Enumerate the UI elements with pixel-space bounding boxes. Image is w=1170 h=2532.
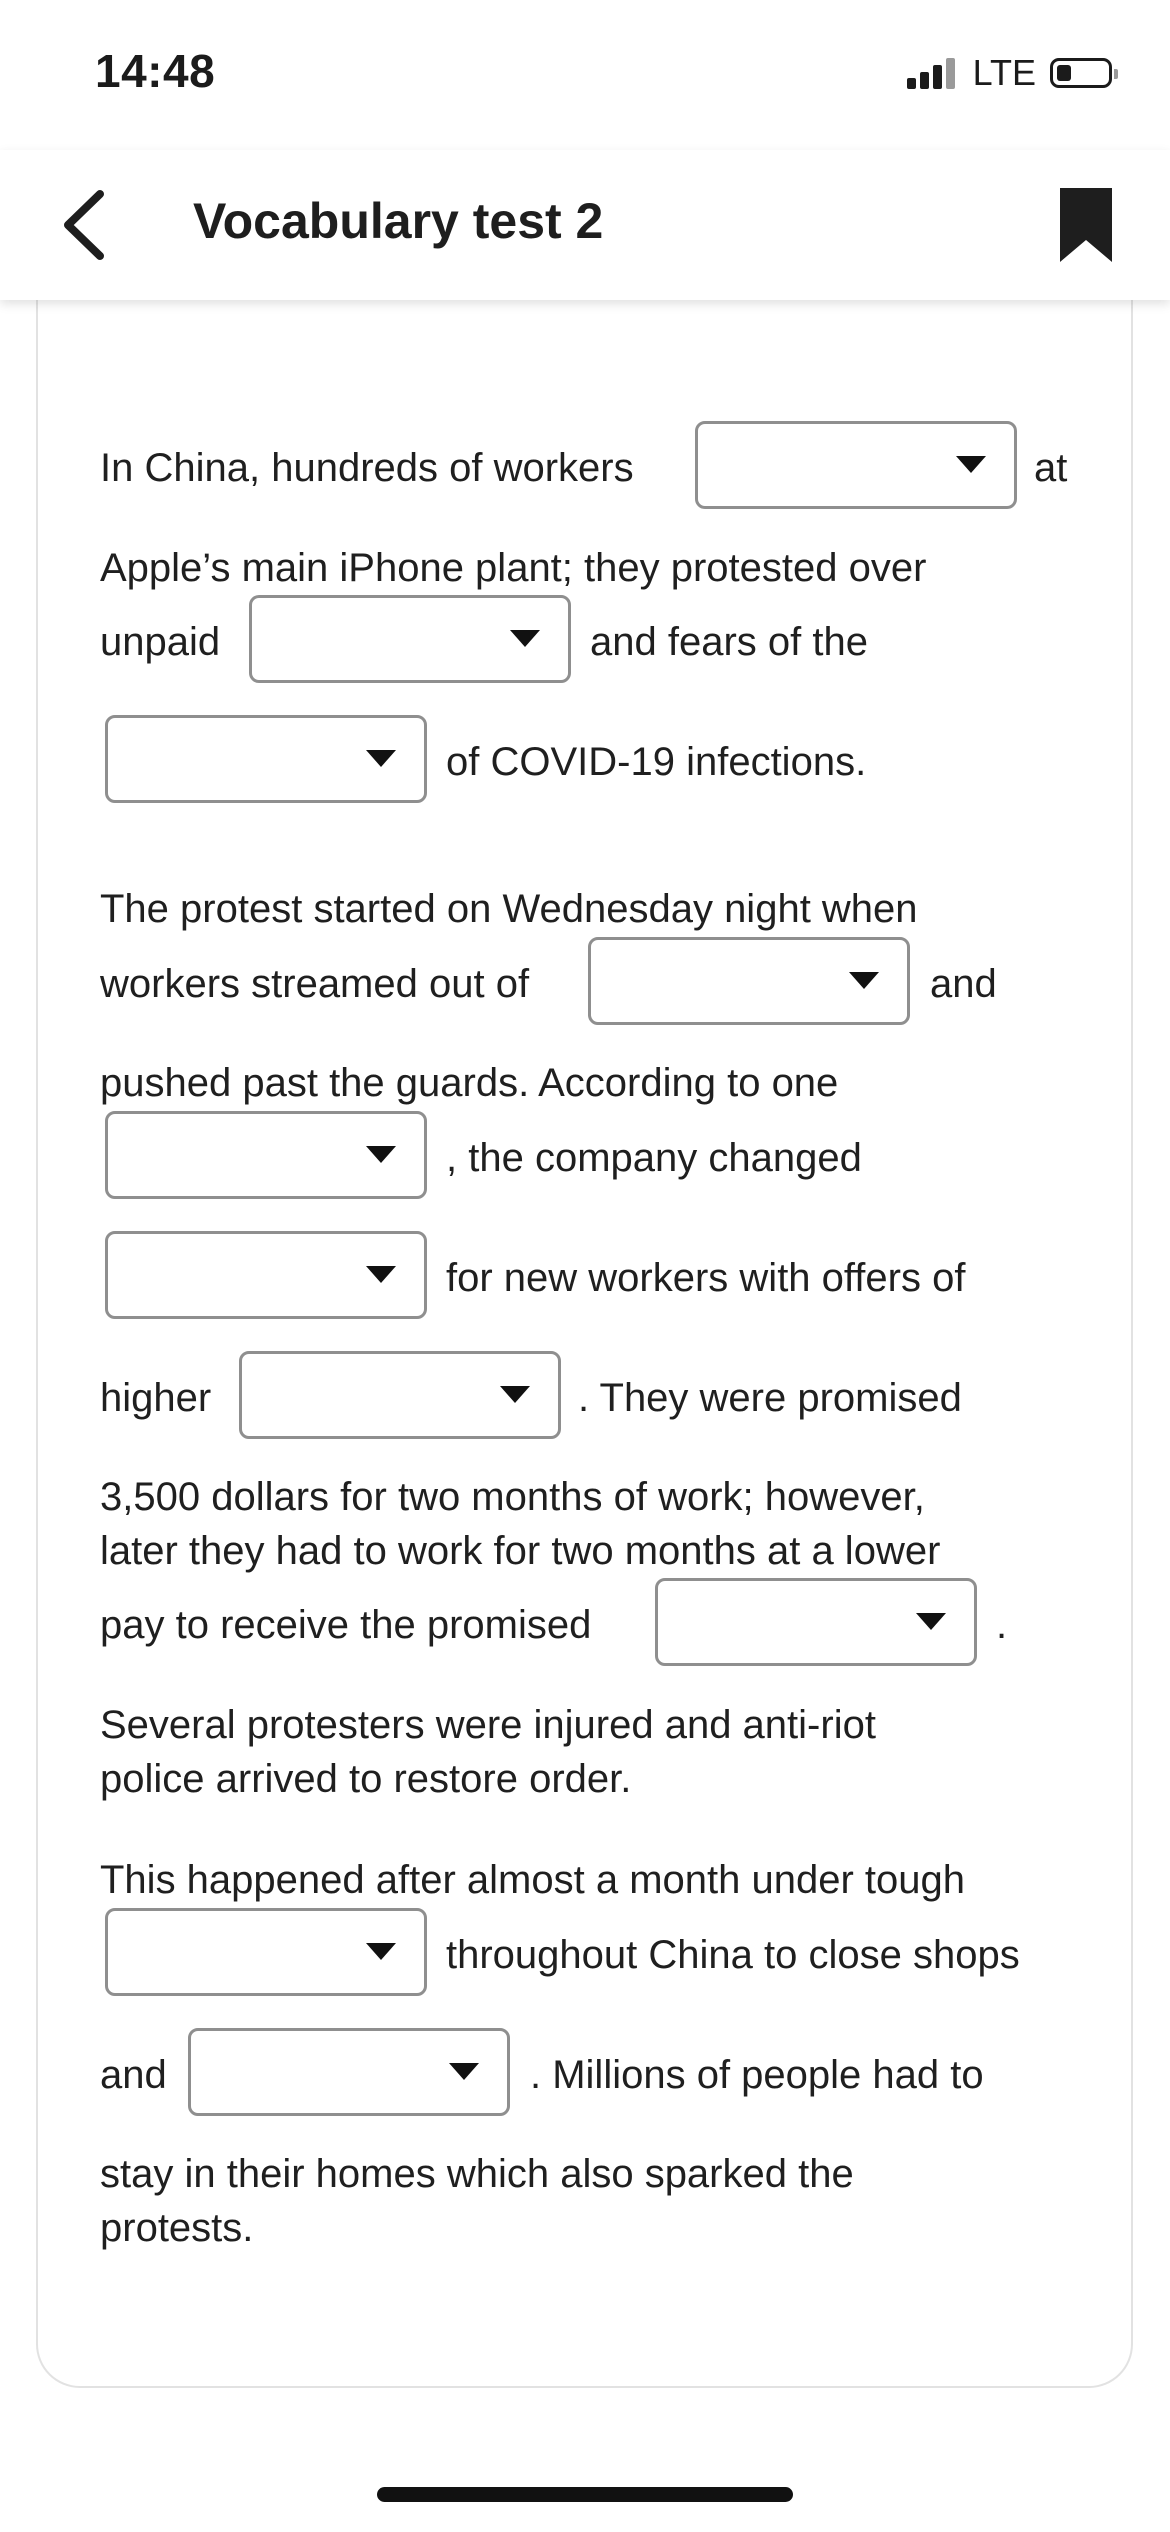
caret-down-icon (366, 1266, 396, 1283)
caret-down-icon (500, 1386, 530, 1403)
answer-dropdown-9[interactable] (105, 1908, 427, 1996)
question-text-line: stay in their homes which also sparked the (100, 2152, 854, 2196)
answer-dropdown-6[interactable] (105, 1231, 427, 1319)
question-text-line: and (930, 962, 997, 1006)
question-text-line: This happened after almost a month under tough (100, 1858, 965, 1902)
question-text-line: pushed past the guards. According to one (100, 1061, 839, 1105)
question-text-line: protests. (100, 2206, 254, 2250)
answer-dropdown-3[interactable] (105, 715, 427, 803)
question-text-line: . Millions of people had to (530, 2053, 984, 2097)
question-text-line: workers streamed out of (100, 962, 530, 1006)
question-text-line: . (996, 1603, 1008, 1647)
network-type: LTE (972, 52, 1036, 93)
question-text-line: of COVID-19 infections. (446, 740, 867, 784)
answer-dropdown-1[interactable] (695, 421, 1017, 509)
caret-down-icon (366, 1146, 396, 1163)
answer-dropdown-10[interactable] (188, 2028, 510, 2116)
cellular-signal-icon (907, 57, 959, 89)
question-text-line: higher (100, 1376, 212, 1420)
question-text-line: The protest started on Wednesday night when (100, 887, 918, 931)
question-text-line: throughout China to close shops (446, 1933, 1020, 1977)
question-text-line: at (1034, 446, 1068, 490)
question-text-line: for new workers with offers of (446, 1256, 966, 1300)
question-text-line: and fears of the (590, 620, 868, 664)
caret-down-icon (449, 2063, 479, 2080)
question-text-line: pay to receive the promised (100, 1603, 592, 1647)
answer-dropdown-4[interactable] (588, 937, 910, 1025)
caret-down-icon (916, 1613, 946, 1630)
question-text-line: . They were promised (578, 1376, 962, 1420)
status-indicators (907, 52, 1112, 94)
caret-down-icon (510, 630, 540, 647)
answer-dropdown-7[interactable] (239, 1351, 561, 1439)
answer-dropdown-5[interactable] (105, 1111, 427, 1199)
question-text-line: and (100, 2053, 167, 2097)
home-indicator[interactable] (377, 2487, 793, 2502)
answer-dropdown-8[interactable] (655, 1578, 977, 1666)
caret-down-icon (366, 1943, 396, 1960)
nav-bar (0, 150, 1170, 300)
battery-icon (1050, 58, 1112, 88)
question-text-line: police arrived to restore order. (100, 1757, 632, 1801)
question-text-line: Apple’s main iPhone plant; they protested over (100, 546, 927, 590)
caret-down-icon (366, 750, 396, 767)
page-title: Vocabulary test 2 (193, 193, 604, 249)
question-text-line: , the company changed (446, 1136, 862, 1180)
chevron-left-icon (52, 180, 122, 270)
status-bar (0, 0, 1170, 150)
question-text-line: In China, hundreds of workers (100, 446, 634, 490)
status-time: 14:48 (95, 45, 216, 97)
caret-down-icon (849, 972, 879, 989)
back-button[interactable] (52, 180, 122, 270)
question-text-line: unpaid (100, 620, 221, 664)
question-text-line: Several protesters were injured and anti-riot (100, 1703, 876, 1747)
caret-down-icon (956, 456, 986, 473)
question-text-line: 3,500 dollars for two months of work; however, (100, 1475, 925, 1519)
answer-dropdown-2[interactable] (249, 595, 571, 683)
question-text-line: later they had to work for two months at a lower (100, 1529, 941, 1573)
bookmark-button[interactable] (1056, 184, 1116, 266)
bookmark-icon (1056, 184, 1116, 266)
